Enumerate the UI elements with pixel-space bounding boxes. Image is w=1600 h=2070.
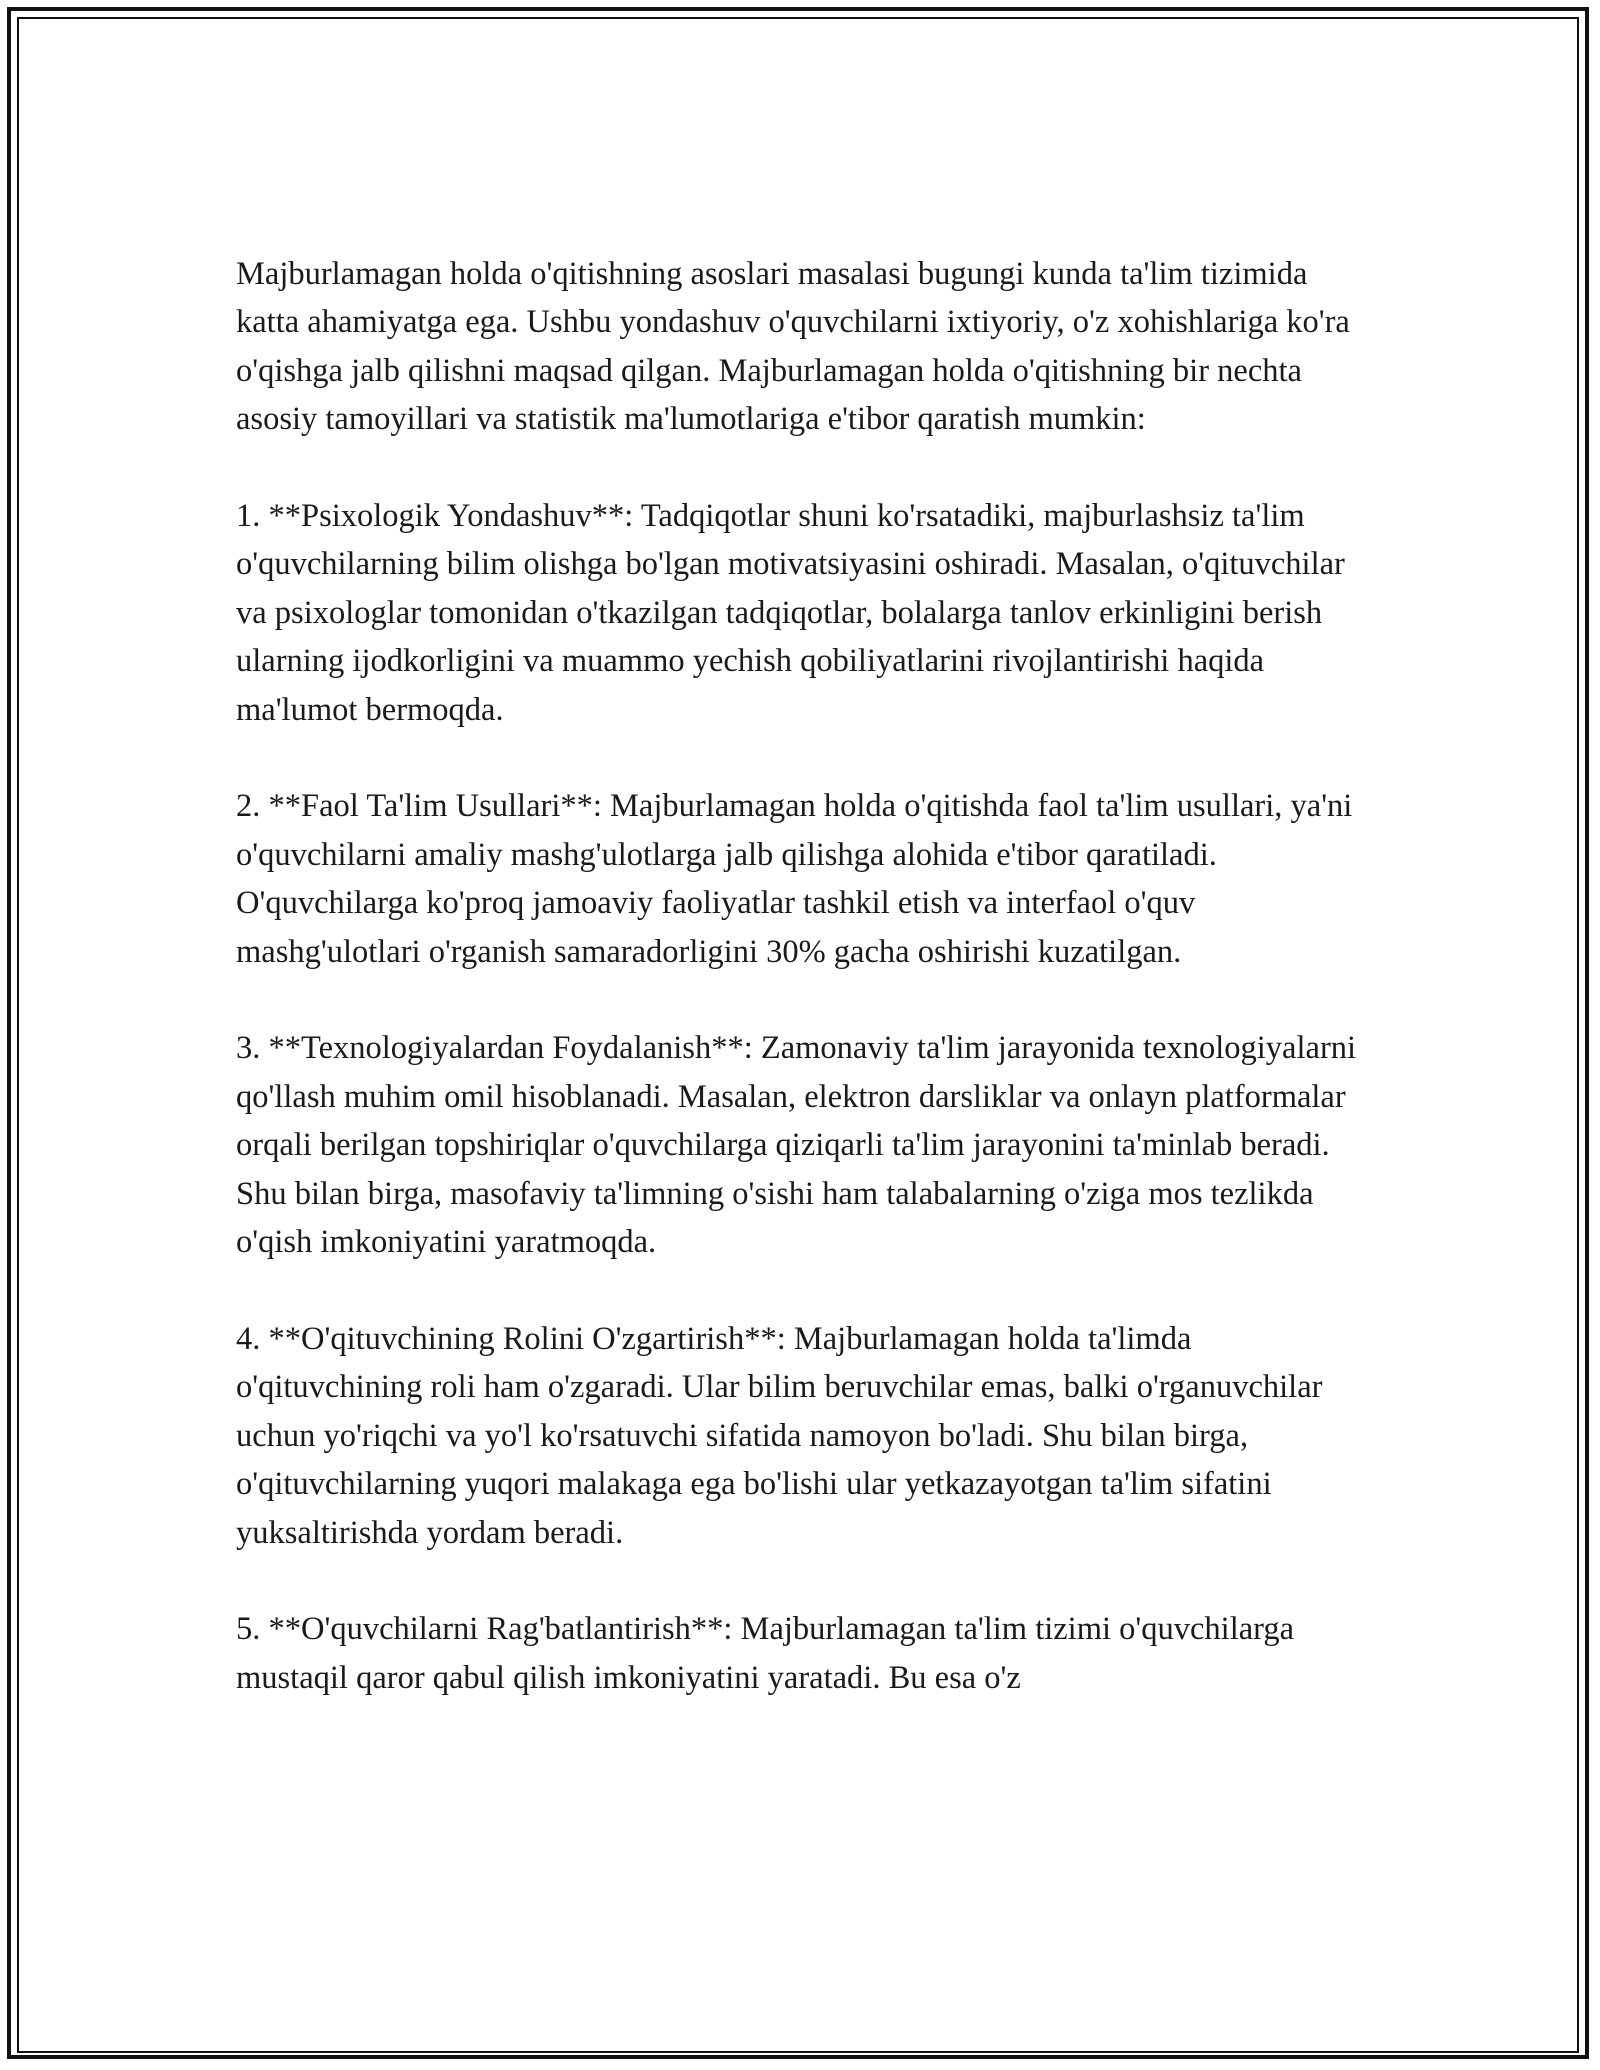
list-item-psixologik-yondashuv: 1. **Psixologik Yondashuv**: Tadqiqotlar shuni ko'rsatadiki, majburlashsiz ta'lim o'quvchilarning bilim olishga bo'lgan motivatsiyasini oshiradi. Masalan, o'qituvchilar va psixologlar tomonidan o'tkazilgan tadqiqotlar, bolalarga tanlov erkinligini berish ularning ijodkorligini va muammo yechish qobiliyatlarini rivojlantirishi haqida ma'lumot bermoqda. [236, 498, 1345, 728]
list-item-oqituvchining-rolini-ozgartirish: 4. **O'qituvchining Rolini O'zgartirish**: Majburlamagan holda ta'limda o'qituvchining roli ham o'zgaradi. Ular bilim beruvchilar emas, balki o'rganuvchilar uchun yo'riqchi va yo'l ko'rsatuvchi sifatida namoyon bo'ladi. Shu bilan birga, o'qituvchilarning yuqori malakaga ega bo'lishi ular yetkazayotgan ta'lim sifatini yuksaltirishda yordam beradi. [236, 1320, 1323, 1551]
list-item-oquvchilarni-ragbatlantirish: 5. **O'quvchilarni Rag'batlantirish**: Majburlamagan ta'lim tizimi o'quvchilarga mustaqil qaror qabul qilish imkoniyatini yaratadi. Bu esa o'z [236, 1611, 1295, 1696]
document-body [236, 250, 1366, 1702]
list-item-faol-talim-usullari: 2. **Faol Ta'lim Usullari**: Majburlamagan holda o'qitishda faol ta'lim usullari, ya'ni o'quvchilarni amaliy mashg'ulotlarga jalb qilishga alohida e'tibor qaratiladi. O'quvchilarga ko'proq jamoaviy faoliyatlar tashkil etish va interfaol o'quv mashg'ulotlari o'rganish samaradorligini 30% gacha oshirishi kuzatilgan. [236, 788, 1353, 970]
list-item-texnologiyalardan-foydalanish: 3. **Texnologiyalardan Foydalanish**: Zamonaviy ta'lim jarayonida texnologiyalarni qo'llash muhim omil hisoblanadi. Masalan, elektron darsliklar va onlayn platformalar orqali berilgan topshiriqlar o'quvchilarga qiziqarli ta'lim jarayonini ta'minlab beradi. Shu bilan birga, masofaviy ta'limning o'sishi ham talabalarning o'ziga mos tezlikda o'qish imkoniyatini yaratmoqda. [236, 1030, 1357, 1261]
intro-paragraph: Majburlamagan holda o'qitishning asoslari masalasi bugungi kunda ta'lim tizimida katta ahamiyatga ega. Ushbu yondashuv o'quvchilarni ixtiyoriy, o'z xohishlariga ko'ra o'qishga jalb qilishni maqsad qilgan. Majburlamagan holda o'qitishning bir nechta asosiy tamoyillari va statistik ma'lumotlariga e'tibor qaratish mumkin: [236, 256, 1350, 438]
